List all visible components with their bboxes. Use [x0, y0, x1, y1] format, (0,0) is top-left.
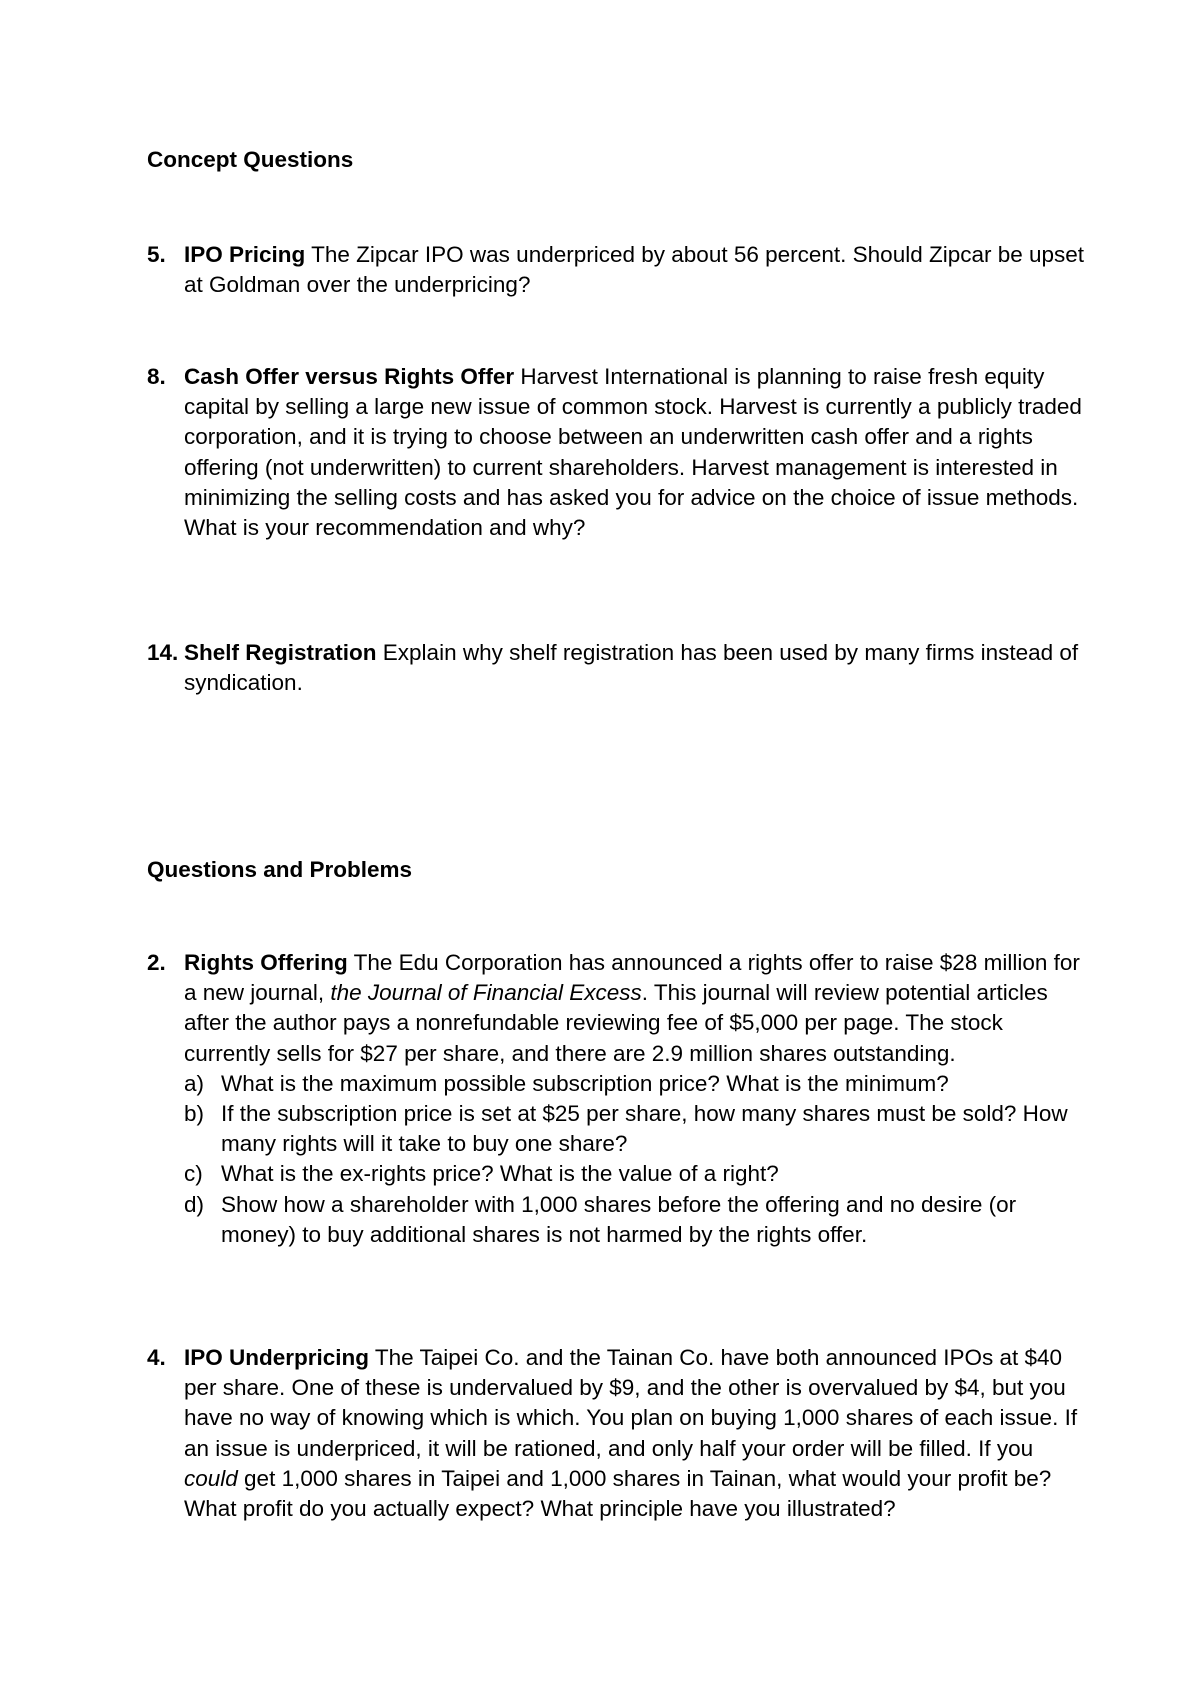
question-text: The Taipei Co. and the Tainan Co. have both announced IPOs at $40 per share. One of these is undervalued by $9, and the other is overvalued by $4, but you have no way of knowing which is which. You plan on buying 1,000 shares of each issue. If an issue is underpriced, it will be rationed, and only half your order will be filled. If you	[184, 1345, 1078, 1461]
subpart-d	[184, 1190, 1087, 1250]
subpart-list	[184, 1069, 1087, 1250]
question-number: 2.	[147, 950, 166, 975]
problem-2	[147, 948, 1087, 1250]
subpart-text: What is the maximum possible subscription price? What is the minimum?	[221, 1070, 949, 1096]
question-5	[147, 240, 1087, 300]
subpart-text: What is the ex-rights price? What is the value of a right?	[221, 1161, 779, 1187]
question-number: 5.	[147, 242, 166, 267]
subpart-b	[184, 1099, 1087, 1159]
question-text: The Zipcar IPO was underpriced by about 56 percent. Should Zipcar be upset at Goldman over the underpricing?	[184, 242, 1085, 298]
subpart-a	[184, 1069, 1087, 1099]
question-text-cont: get 1,000 shares in Taipei and 1,000 shares in Tainan, what would your profit be? What profit do you actually expect? What principle have you illustrated?	[184, 1465, 1052, 1522]
section-title-concept-questions: Concept Questions	[147, 147, 354, 172]
question-text: Explain why shelf registration has been used by many firms instead of syndication.	[184, 640, 1079, 696]
question-14	[147, 638, 1087, 698]
subpart-label: b)	[184, 1101, 205, 1127]
problem-4	[147, 1343, 1087, 1524]
question-text-cont: . This journal will review potential articles after the author pays a nonrefundable reviewing fee of $5,000 per page. The stock currently sells for $27 per share, and there are 2.9 million shares outstanding.	[184, 980, 1048, 1066]
subpart-c	[184, 1159, 1087, 1189]
question-number: 4.	[147, 1345, 166, 1370]
question-number: 8.	[147, 364, 166, 389]
question-8	[147, 362, 1087, 543]
question-text: Harvest International is planning to raise fresh equity capital by selling a large new issue of common stock. Harvest is currently a publicly traded corporation, and it is trying to choose between an underwritten cash offer and a rights offering (not underwritten) to current shareholders. Harvest management is interested in minimizing the selling costs and has asked you for advice on the choice of issue methods. What is your recommendation and why?	[184, 364, 1082, 541]
question-title: Cash Offer versus Rights Offer	[184, 364, 515, 389]
subpart-label: d)	[184, 1191, 205, 1217]
subpart-label: a)	[184, 1070, 205, 1096]
section-title-questions-and-problems: Questions and Problems	[147, 857, 413, 882]
question-title: IPO Underpricing	[184, 1345, 370, 1370]
emphasis-could: could	[184, 1465, 238, 1491]
question-title: IPO Pricing	[184, 242, 306, 267]
question-number: 14.	[147, 640, 179, 665]
question-title: Rights Offering	[184, 950, 348, 975]
journal-title: the Journal of Financial Excess	[330, 980, 642, 1006]
subpart-label: c)	[184, 1161, 203, 1187]
question-text: The Edu Corporation has announced a rights offer to raise $28 million for a new journal,	[184, 950, 1080, 1006]
question-title: Shelf Registration	[184, 640, 377, 665]
subpart-text: Show how a shareholder with 1,000 shares before the offering and no desire (or money) to buy additional shares is not harmed by the rights offer.	[221, 1191, 1017, 1247]
subpart-text: If the subscription price is set at $25 per share, how many shares must be sold? How many rights will it take to buy one share?	[221, 1101, 1068, 1157]
